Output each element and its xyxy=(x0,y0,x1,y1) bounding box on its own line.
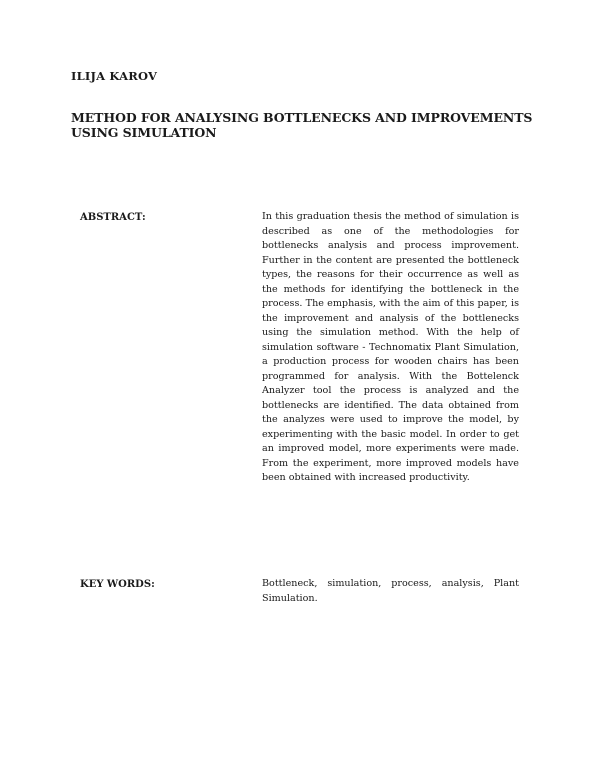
paper-title: METHOD FOR ANALYSING BOTTLENECKS AND IMPROVEMENTS USING SIMULATION xyxy=(71,110,533,140)
keywords-label: KEY WORDS: xyxy=(80,579,155,590)
author-name: ILIJA KAROV xyxy=(71,69,158,83)
abstract-text: In this graduation thesis the method of simulation is described as one of the methodologies for bottlenecks analysis and process improvement. Further in the content are presented the bottleneck types, the reasons for their occurrence as well as the methods for identifying the bottleneck in the process. The emphasis, with the aim of this paper, is the improvement and analysis of the bottlenecks using the simulation method. With the help of simulation software - Technomatix Plant Simulation, a production process for wooden chairs has been programmed for analysis. With the Bottelenck Analyzer tool the process is analyzed and the bottlenecks are identified. The data obtained from the analyzes were used to improve the model, by experimenting with the basic model. In order to get an improved model, more experiments were made. From the experiment, more improved models have been obtained with increased productivity. xyxy=(262,211,519,483)
keywords-text: Bottleneck, simulation, process, analysis, Plant Simulation. xyxy=(262,578,519,604)
abstract-label: ABSTRACT: xyxy=(80,212,146,223)
